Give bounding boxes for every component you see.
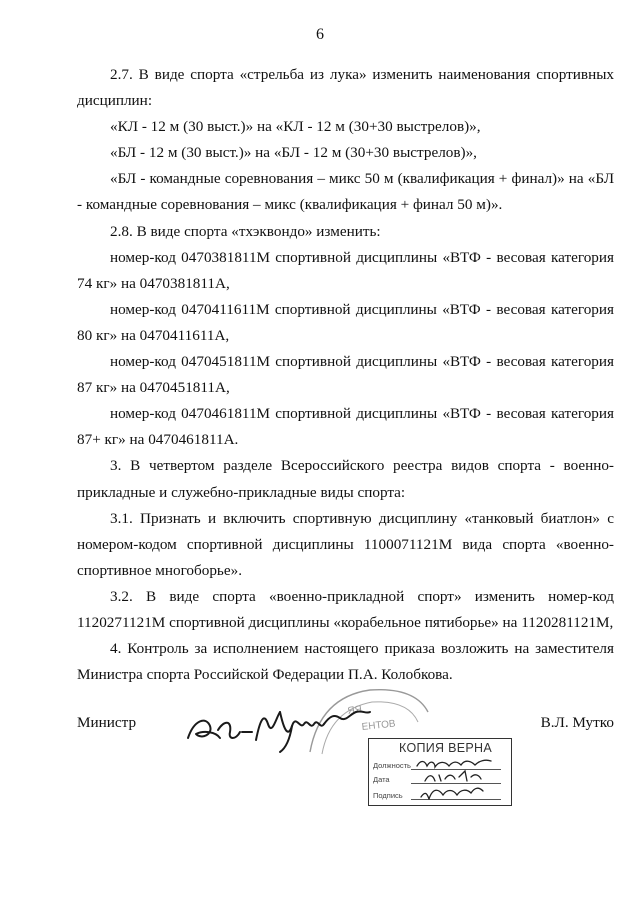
paragraph-4: 4. Контроль за исполнением настоящего приказа возложить на заместителя Министра спорта Российской Федерации П.А. Колобкова. [77,640,614,684]
stamp-field-date: Дата [373,775,390,784]
stamp-field-position: Должность [373,761,411,770]
paragraph-3-2: 3.2. В виде спорта «военно-прикладной спорт» изменить номер-код 1120271121М спортивной дисциплины «корабельное пятиборье» на 1120281121М, [77,587,614,631]
stamp-handwriting [369,739,513,807]
stamp-title: КОПИЯ ВЕРНА [399,741,493,755]
handwritten-signature [180,690,400,760]
signatory-name: В.Л. Мутко [540,714,614,731]
paragraph-code-87plus-kg: номер-код 0470461811М спортивной дисциплины «ВТФ - весовая категория 87+ кг» на 0470461811А. [77,405,614,449]
paragraph-discipline-bl: «БЛ - 12 м (30 выст.)» на «БЛ - 12 м (30+30 выстрелов)», [110,144,477,162]
document-body [77,62,614,688]
paragraph-code-87kg: номер-код 0470451811М спортивной дисциплины «ВТФ - весовая категория 87 кг» на 0470451811А, [77,353,614,397]
paragraph-section-3: 3. В четвертом разделе Всероссийского реестра видов спорта - военно-прикладные и служебно-прикладные виды спорта: [77,457,614,501]
stamp-field-signature: Подпись [373,791,403,800]
signatory-title: Министр [77,714,137,731]
svg-text:ЯЯ: ЯЯ [346,704,363,717]
page-number: 6 [316,26,324,43]
paragraph-2-8: 2.8. В виде спорта «тхэквондо» изменить: [110,222,381,240]
paragraph-3-1: 3.1. Признать и включить спортивную дисциплину «танковый биатлон» с номером-кодом спортивной дисциплины 1100071121М вида спорта «военно-спортивное многоборье». [77,509,614,579]
paragraph-discipline-bl-mix: «БЛ - командные соревнования – микс 50 м (квалификация + финал)» на «БЛ - командные соревнования – микс (квалификация + финал 50 м)». [77,170,614,214]
paragraph-code-74kg: номер-код 0470381811М спортивной дисциплины «ВТФ - весовая категория 74 кг» на 0470381811А, [77,248,614,292]
certified-copy-stamp [368,738,512,806]
svg-text:ЕНТОВ: ЕНТОВ [361,718,397,733]
paragraph-code-80kg: номер-код 0470411611М спортивной дисциплины «ВТФ - весовая категория 80 кг» на 0470411611А, [77,300,614,344]
paragraph-2-7: 2.7. В виде спорта «стрельба из лука» изменить наименования спортивных дисциплин: [77,66,614,110]
paragraph-discipline-kl: «КЛ - 12 м (30 выст.)» на «КЛ - 12 м (30+30 выстрелов)», [110,118,481,136]
